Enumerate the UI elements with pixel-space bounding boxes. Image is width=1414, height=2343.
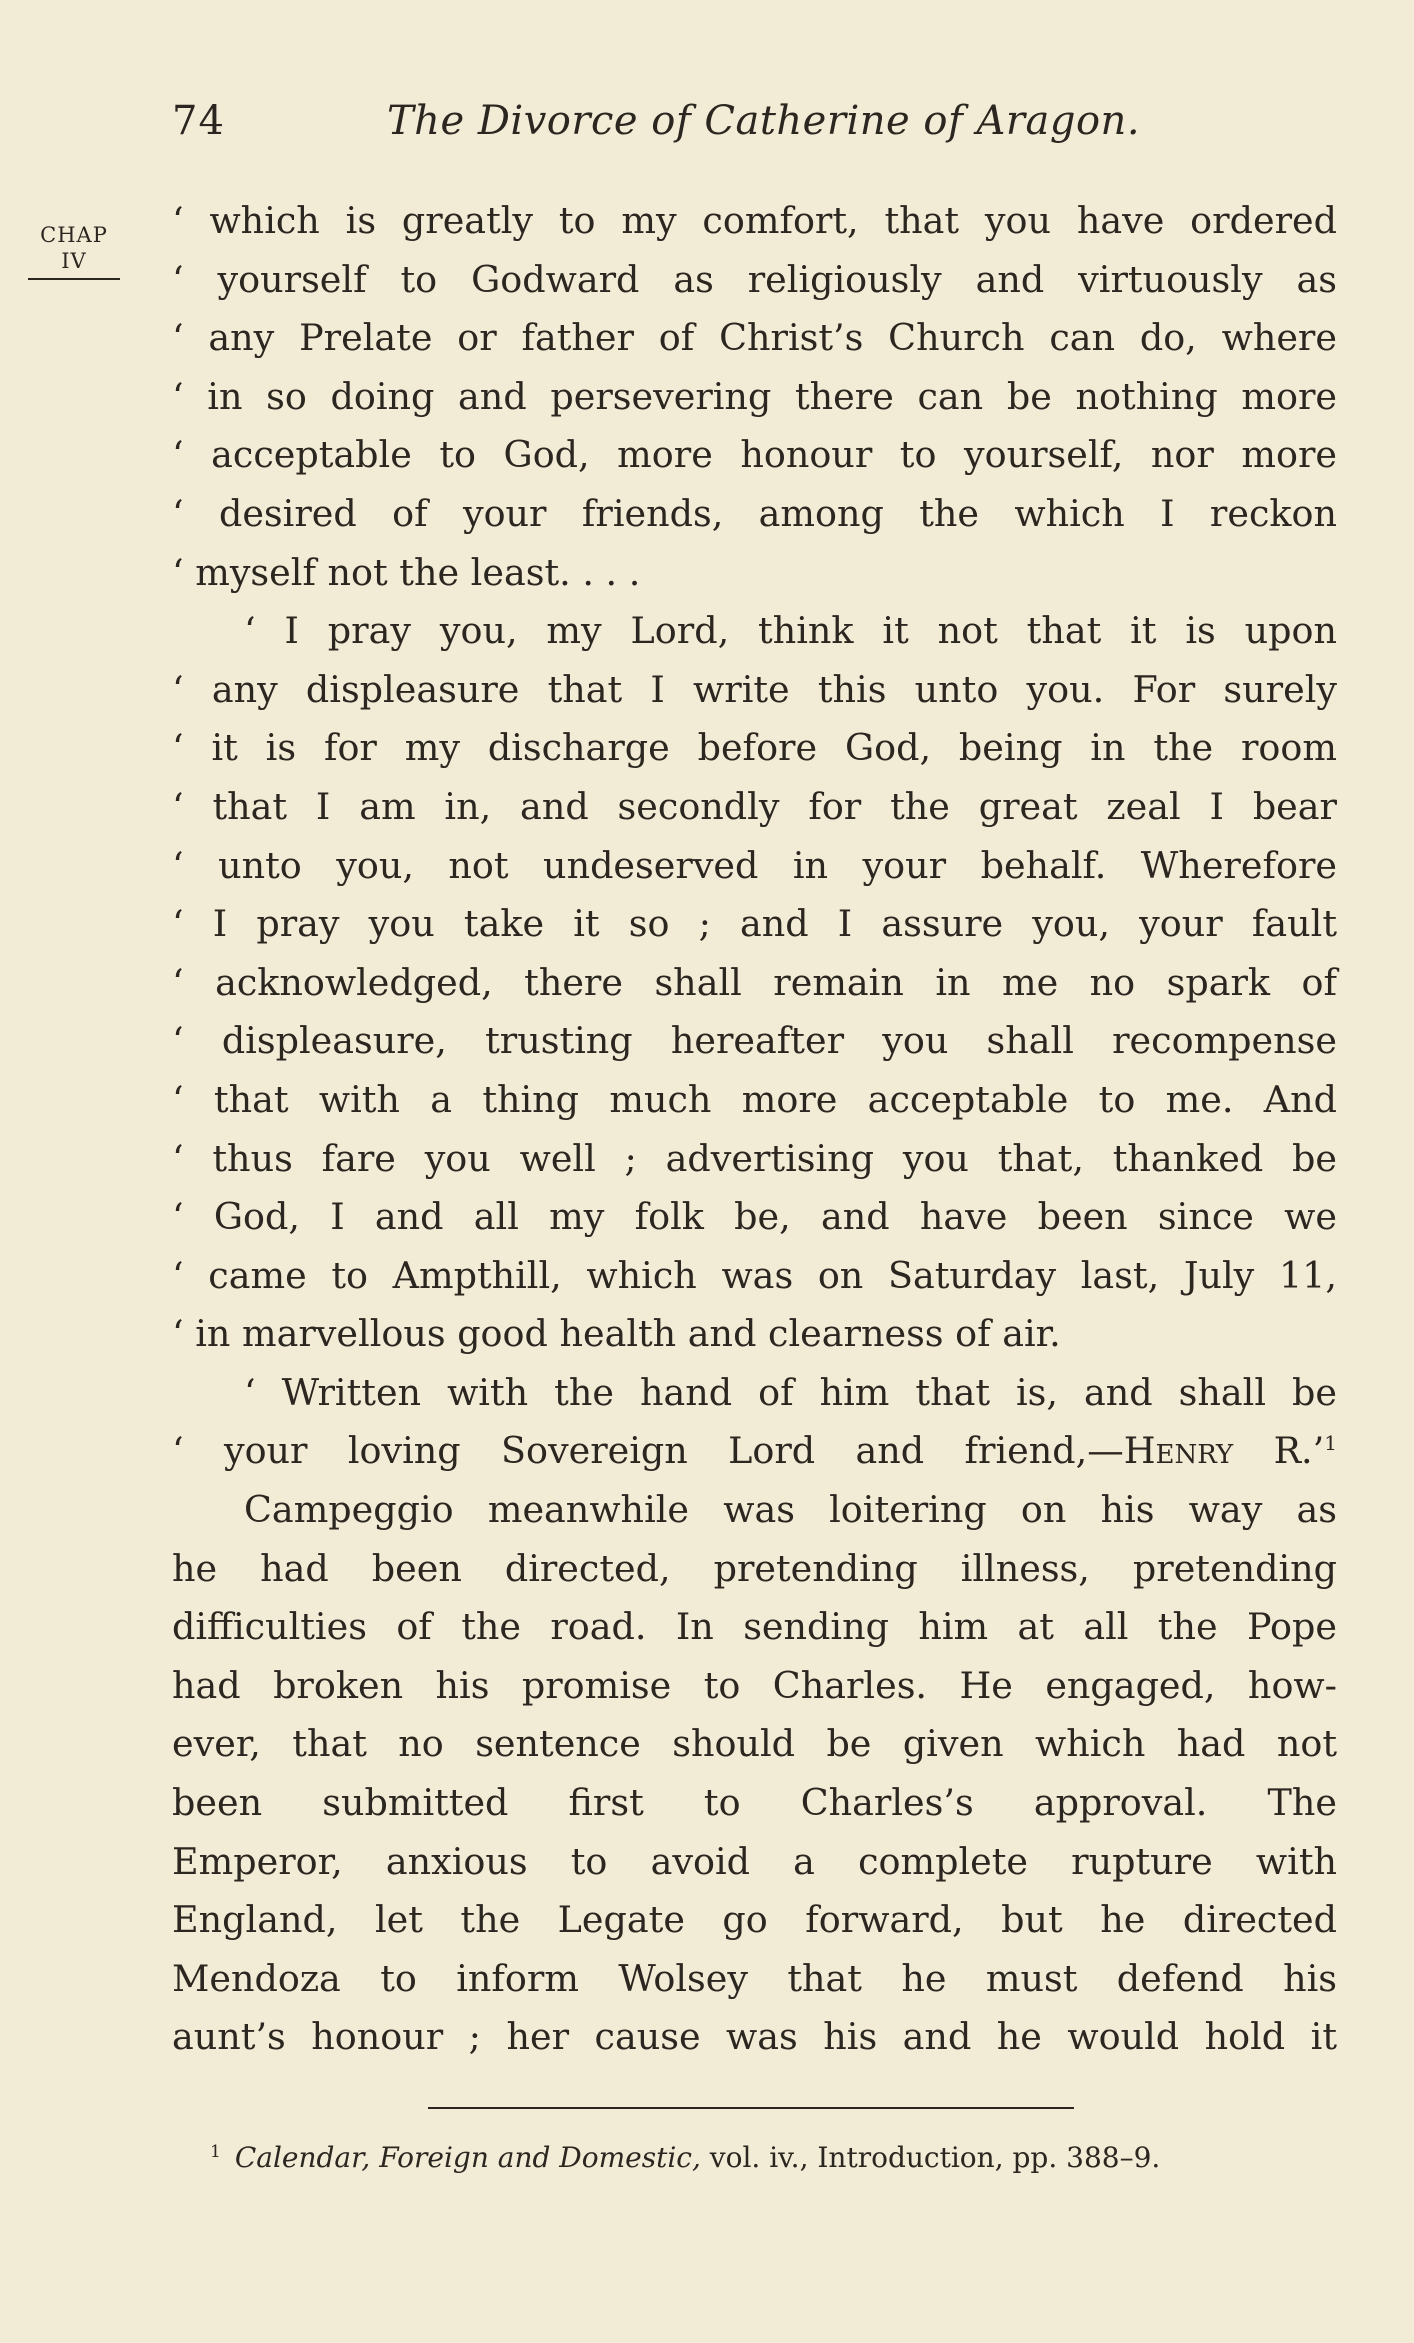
signature-name: Henry	[1123, 1429, 1234, 1473]
text-line: ‘ acknowledged, there shall remain in me no spark of	[172, 960, 1337, 1004]
text-line: ‘ unto you, not undeserved in your behalf. Wherefore	[172, 843, 1337, 887]
text-line: he had been directed, pretending illness, pretending	[172, 1546, 1337, 1590]
text-line: ‘ in marvellous good health and clearness of air.	[172, 1312, 1061, 1356]
text-line: ‘ desired of your friends, among the which I reckon	[172, 491, 1337, 535]
footnote-rule	[428, 2107, 1074, 2109]
text-line: Mendoza to inform Wolsey that he must defend his	[172, 1956, 1337, 2000]
chapter-margin-note	[28, 222, 120, 280]
signature-lead: ‘ your loving Sovereign Lord and friend,—	[172, 1429, 1124, 1473]
text-line: aunt’s honour ; her cause was his and he would hold it	[172, 2015, 1337, 2059]
text-line: difficulties of the road. In sending him at all the Pope	[172, 1605, 1337, 1649]
text-line: ‘ acceptable to God, more honour to yourself, nor more	[172, 433, 1337, 477]
text-line: ‘ which is greatly to my comfort, that you have ordered	[172, 199, 1337, 242]
text-line: been submitted first to Charles’s approval. The	[172, 1781, 1337, 1825]
margin-rule	[28, 278, 120, 280]
text-line: ‘ yourself to Godward as religiously and virtuously as	[172, 257, 1337, 301]
footnote-marker: 1	[210, 2141, 221, 2162]
text-line: ‘ that I am in, and secondly for the great zeal I bear	[172, 784, 1337, 828]
chapter-label: CHAP	[40, 223, 108, 247]
text-line: ‘ thus fare you well ; advertising you that, thanked be	[172, 1136, 1337, 1180]
page-header	[172, 98, 1172, 158]
text-line: ‘ it is for my discharge before God, being in the room	[172, 726, 1337, 770]
text-line: ‘ came to Ampthill, which was on Saturday last, July 11,	[172, 1253, 1337, 1297]
text-line: ‘ in so doing and persevering there can be nothing more	[172, 374, 1337, 418]
text-line: ‘ I pray you, my Lord, think it not that it is upon	[244, 609, 1337, 653]
text-line: ‘ God, I and all my folk be, and have been since we	[172, 1195, 1337, 1239]
running-title: The Divorce of Catherine of Aragon.	[387, 98, 1141, 144]
footnote	[210, 2138, 1340, 2178]
text-line: Campeggio meanwhile was loitering on his way as	[244, 1488, 1337, 1532]
text-line: ‘ Written with the hand of him that is, and shall be	[244, 1370, 1337, 1414]
body-text	[172, 192, 1337, 2067]
text-line: Emperor, anxious to avoid a complete rupture with	[172, 1839, 1337, 1883]
text-line: had broken his promise to Charles. He engaged, how-	[172, 1663, 1337, 1707]
footnote-rest: vol. iv., Introduction, pp. 388–9.	[700, 2141, 1161, 2174]
signature-line	[172, 1422, 1337, 1481]
text-line: ‘ myself not the least. . . .	[172, 550, 641, 594]
text-line: ever, that no sentence should be given which had not	[172, 1722, 1337, 1766]
text-line: ‘ I pray you take it so ; and I assure you, your fault	[172, 902, 1337, 946]
text-line: ‘ displeasure, trusting hereafter you shall recompense	[172, 1019, 1337, 1063]
text-line: England, let the Legate go forward, but he directed	[172, 1898, 1337, 1942]
footnote-title: Calendar, Foreign and Domestic,	[234, 2141, 701, 2174]
page-number: 74	[172, 98, 225, 144]
text-line: ‘ any Prelate or father of Christ’s Church can do, where	[172, 316, 1337, 360]
text-line: ‘ any displeasure that I write this unto you. For surely	[172, 667, 1337, 711]
signature-suffix: R.’	[1233, 1429, 1325, 1473]
text-line: ‘ that with a thing much more acceptable to me. And	[172, 1077, 1337, 1121]
footnote-reference: 1	[1324, 1431, 1337, 1456]
chapter-numeral: IV	[61, 249, 87, 273]
